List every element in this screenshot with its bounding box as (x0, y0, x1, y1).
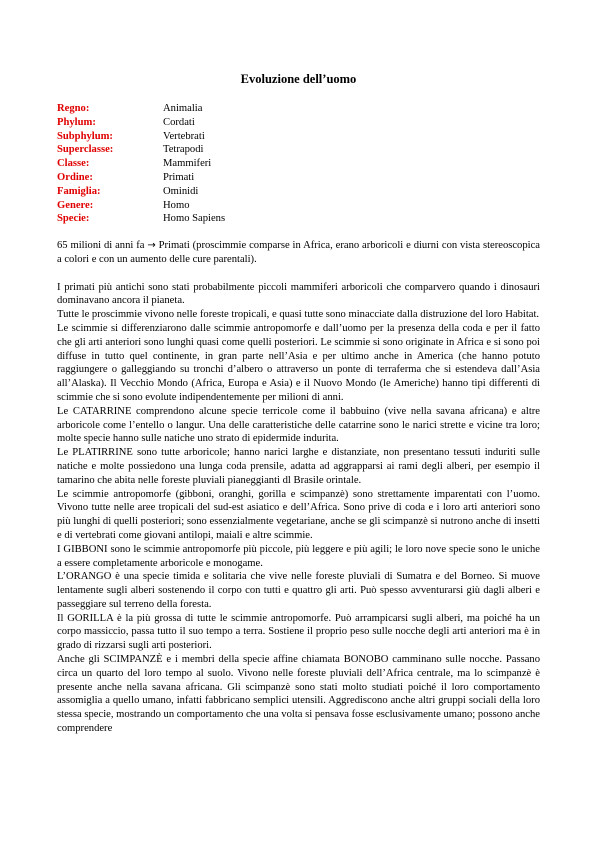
body-paragraph: L’ORANGO è una specie timida e solitaria che vive nelle foreste pluviali di Sumatra e del Borneo. Si muove lentamente sugli alberi sostenendo il corpo con tutti e quattro gli arti. Può spesso avventurarsi giù dagli alberi e passeggiare sul terreno della foresta. (57, 571, 540, 610)
taxonomy-label: Famiglia: (57, 185, 101, 197)
taxonomy-row (57, 171, 540, 185)
taxonomy-label: Genere: (57, 199, 94, 211)
taxonomy-row (57, 130, 540, 144)
page-title: Evoluzione dell’uomo (240, 72, 357, 86)
taxonomy-value: Tetrapodi (163, 144, 204, 156)
taxonomy-value: Vertebrati (163, 130, 205, 142)
taxonomy-label: Superclasse: (57, 144, 114, 156)
body-paragraph: Le scimmie antropomorfe (gibboni, oranghi, gorilla e scimpanzè) sono strettamente imparentati con l’uomo. Vivono tutte nelle aree tropicali del sud-est asiatico e dell’Africa. Sono prive di coda e i loro arti anteriori sono più lunghi di quelli posteriori; sono essenzialmente vegetariane, anche se gli scimpanzè si nutrono anche di insetti e di vertebrati come giovani antilopi, maiali e altre scimmie. (57, 488, 540, 541)
taxonomy-row (57, 157, 540, 171)
taxonomy-value: Ominidi (163, 185, 199, 197)
taxonomy-row (57, 143, 540, 157)
taxonomy-label: Subphylum: (57, 130, 113, 142)
taxonomy-list (57, 102, 540, 226)
taxonomy-row (57, 102, 540, 116)
taxonomy-value: Homo Sapiens (163, 213, 226, 225)
right-arrow-icon: → (147, 240, 156, 252)
taxonomy-value: Homo (163, 199, 190, 211)
taxonomy-label: Classe: (57, 158, 90, 170)
taxonomy-row (57, 185, 540, 199)
intro-text-end: Primati (proscimmie comparse in Africa, erano arboricoli e diurni con vista stereoscopica a colori e con un aumento delle cure parentali). (57, 240, 541, 265)
intro-text-start: 65 milioni di anni fa (57, 240, 148, 252)
document-page (57, 72, 540, 736)
taxonomy-value: Primati (163, 171, 195, 183)
taxonomy-value: Cordati (163, 116, 195, 128)
taxonomy-value: Animalia (163, 103, 203, 114)
taxonomy-value: Mammiferi (163, 158, 212, 170)
taxonomy-label: Regno: (57, 103, 90, 114)
body-paragraph: Le scimmie si differenziarono dalle scimmie antropomorfe e dall’uomo per la presenza della coda e per il fatto che gli arti anteriori sono lunghi quasi come quelli posteriori. Le scimmie si sono originate in Africa e si sono poi diffuse in tutto quel continente, in gran parte nell’Asia e per ultimo anche in America (che hanno potuto raggiungere o galleggiando su tronchi d’albero o attraverso un ponte di terraferma che si estendeva dall’Asia all’Alaska). Il Vecchio Mondo (Africa, Europa e Asia) e il Nuovo Mondo (le Americhe) hanno tipi differenti di scimmie che si sono evolute indipendentemente per milioni di anni. (57, 322, 540, 403)
taxonomy-row (57, 199, 540, 213)
body-paragraph: Tutte le proscimmie vivono nelle foreste tropicali, e quasi tutte sono minacciate dalla distruzione del loro Habitat. (57, 309, 540, 321)
taxonomy-row (57, 116, 540, 130)
taxonomy-label: Ordine: (57, 171, 93, 183)
taxonomy-label: Phylum: (57, 116, 96, 128)
taxonomy-row (57, 212, 540, 226)
body-paragraph: Le PLATIRRINE sono tutte arboricole; hanno narici larghe e distanziate, non presentano tessuti induriti sulle natiche e molte possiedono una lunga coda prensile, adatta ad aggrapparsi ai rami degli alberi, per esempio il tamarino che abita nelle foreste pluviali pianeggianti dl Brasile orintale. (57, 447, 540, 486)
intro-paragraph (57, 239, 540, 267)
body-paragraph: I GIBBONI sono le scimmie antropomorfe più piccole, più leggere e più agili; le loro nove specie sono le uniche a essere completamente arboricole e monogame. (57, 543, 540, 569)
body-paragraph: Le CATARRINE comprendono alcune specie terricole come il babbuino (vive nella savana africana) e altre arboricole come l’entello o langur. Una delle caratteristiche delle catarrine sono le narici strette e vicine tra loro; molte specie hanno sulle natiche uno strato di epidermide indurita. (57, 405, 540, 445)
taxonomy-label: Specie: (57, 213, 90, 225)
body-paragraph: Anche gli SCIMPANZÈ e i membri della specie affine chiamata BONOBO camminano sulle nocche. Passano circa un quarto del loro tempo al suolo. Vivono nelle foreste pluviali dell’Africa centrale, ma lo scimpanzè è presente anche nella savana africana. Gli scimpanzè sono stati molto studiati poiché il loro comportamento assomiglia a quello umano, infatti fabbricano semplici utensili. Aggrediscono anche altri gruppi sociali della loro stessa specie, mostrando un comportamento che una volta si pensava fosse esclusivamente umano; possono anche comprendere (57, 654, 540, 735)
body-paragraph: I primati più antichi sono stati probabilmente piccoli mammiferi arboricoli che comparvero quando i dinosauri dominavano ancora il pianeta. (57, 281, 540, 307)
body-paragraph: Il GORILLA è la più grossa di tutte le scimmie antropomorfe. Può arrampicarsi sugli alberi, ma poiché ha un corpo massiccio, passa tutto il suo tempo a terra. Sostiene il proprio peso sulle nocche degli arti anteriori ma è in grado di rizzarsi sugli arti posteriori. (57, 612, 540, 652)
